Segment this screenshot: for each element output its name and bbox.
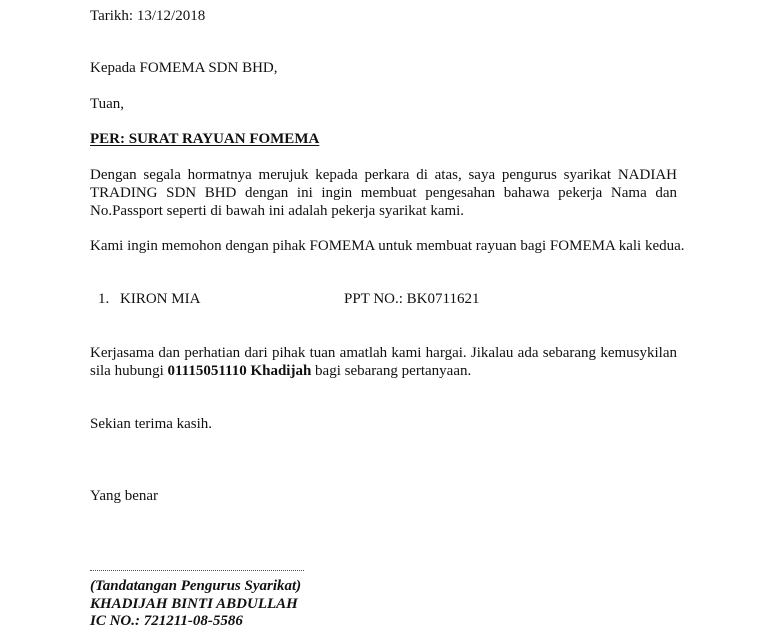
contact-prefix: sila hubungi: [90, 363, 168, 379]
signoff-text: Yang benar: [90, 488, 159, 504]
letter-recipient: Kepada FOMEMA SDN BHD,: [90, 60, 278, 76]
signature-line: [90, 564, 304, 571]
closing-text: Sekian terima kasih.: [90, 416, 213, 432]
paragraph-request: Kami ingin memohon dengan pihak FOMEMA untuk membuat rayuan bagi FOMEMA kali kedua.: [90, 238, 685, 254]
paragraph-contact: [90, 344, 677, 380]
letter-salutation: Tuan,: [90, 96, 125, 112]
paragraph-confirmation-line-1: Dengan segala hormatnya merujuk kepada perkara di atas, saya pengurus syarikat NADIAH: [90, 167, 677, 183]
paragraph-contact-line-1: Kerjasama dan perhatian dari pihak tuan amatlah kami hargai. Jikalau ada sebarang kemusykilan: [90, 345, 677, 361]
paragraph-contact-line-2: [90, 362, 677, 380]
worker-passport: PPT NO.: BK0711621: [344, 291, 480, 307]
paragraph-confirmation-line-2: TRADING SDN BHD dengan ini ingin membuat pengesahan bahawa pekerja Nama dan: [90, 185, 677, 201]
letter-date: Tarikh: 13/12/2018: [90, 8, 206, 24]
signatory-name: KHADIJAH BINTI ABDULLAH: [90, 596, 298, 612]
letter-subject: PER: SURAT RAYUAN FOMEMA: [90, 131, 320, 147]
paragraph-confirmation: [90, 166, 677, 220]
paragraph-confirmation-line-3: No.Passport seperti di bawah ini adalah pekerja syarikat kami.: [90, 203, 465, 219]
contact-suffix: bagi sebarang pertanyaan.: [311, 363, 472, 379]
contact-phone-name: 01115051110 Khadijah: [167, 363, 312, 379]
signature-caption: (Tandatangan Pengurus Syarikat): [90, 578, 302, 594]
worker-name: KIRON MIA: [120, 291, 201, 307]
worker-number: 1.: [98, 291, 110, 307]
signatory-ic: IC NO.: 721211-08-5586: [90, 613, 243, 629]
